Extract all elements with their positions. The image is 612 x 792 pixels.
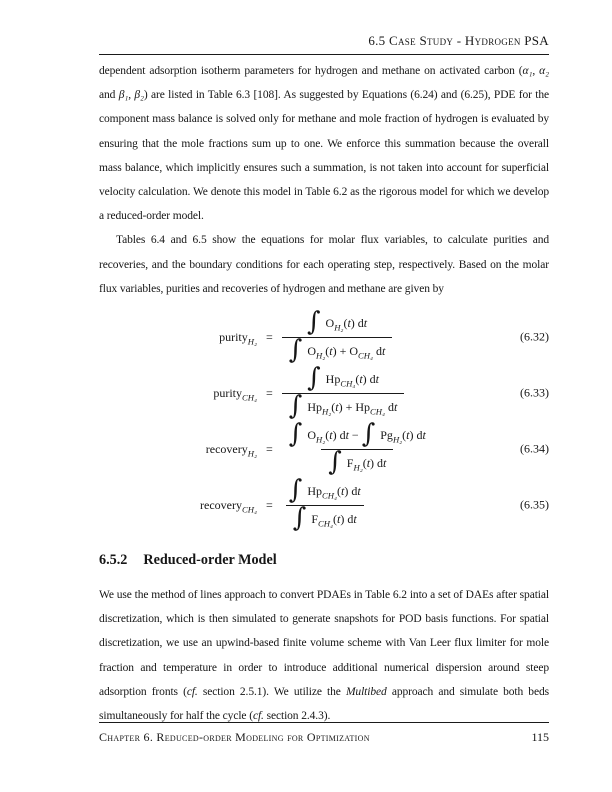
equation-number: (6.35) [520,497,549,512]
fraction-numerator: ∫ $O_{H_2}(t)$ dt − ∫ $Pg_{H_2}(t)$ dt [288,418,426,449]
equation-number: (6.34) [520,441,549,456]
paragraph: Tables 6.4 and 6.5 show the equations for molar flux variables, to calculate purities and recoveries, and the boundary conditions for each operating step, respectively. Based on the molar flux variables, purities and recoveries of hydrogen and methane are given by [99,234,549,295]
integral-sign: ∫ [307,362,321,393]
equation-row [99,306,549,365]
equation-block [99,306,549,533]
equation-row [99,418,549,477]
running-footer [99,722,549,745]
integral-sign: ∫ [361,418,376,449]
fraction [282,474,368,533]
equation-lhs: recovery$_{H_2}$ [205,441,257,458]
section-number: 6.5.2 [99,552,128,569]
footer-chapter-title: Chapter 6. Reduced-order Modeling for Optimization [99,730,370,744]
equals-sign: = [266,329,273,344]
integral-sign: ∫ [292,502,307,533]
section-title: Reduced-order Model [143,552,277,569]
equation-lhs: recovery$_{CH_4}$ [200,497,257,514]
equals-sign: = [266,385,273,400]
fraction-numerator: ∫ $O_{H_2}(t)$ dt [306,306,368,337]
integral-sign: ∫ [288,474,303,505]
paragraph: We use the method of lines approach to convert PDAEs in Table 6.2 into a set of DAEs after spatial discretization, which is then simulated to generate snapshots for POD basis functions. For spatial discretization, we use an upwind-based finite volume scheme with Van Leer flux limiter for mole fraction and temperature in order to introduce additional numerical dispersion around steep adsorption fronts (cf. section 2.5.1). We utilize the Multibed approach and simulate both beds simultaneously for half the cycle (cf. section 2.4.3). [99,589,549,723]
equals-sign: = [266,441,273,456]
equation-row [99,362,549,421]
equation-lhs: purity$_{CH_4}$ [213,385,257,402]
paragraph: dependent adsorption isotherm parameters for hydrogen and methane on activated carbon (α₁, α₂ and β₁, β₂) are listed in Table 6.3 [108]. As suggested by Equations (6.24) and (6.25), PDE for the component mass balance is solved only for methane and mole fraction of hydrogen is evaluated by ensuring that the mole fractions sum up to one. We enforce this summation because the overall mass balance, which implicitly ensures such a summation, is not taken into account for superficial velocity calculation. We denote this model in Table 6.2 as the rigorous model for which we develop a reduced-order model. [99,65,549,223]
fraction-denominator: ∫ $Hp_{H_2}(t) + Hp_{CH_4}$ dt [282,393,405,421]
equation-lhs: purity$_{H_2}$ [219,329,257,346]
fraction-numerator: ∫ $Hp_{CH_4}(t)$ dt [288,474,361,505]
header-section-title: 6.5 Case Study - Hydrogen PSA [368,33,549,48]
equation-row [99,474,549,533]
section-heading [99,552,549,569]
footer-page-number: 115 [531,730,549,744]
integral-sign: ∫ [328,446,342,477]
fraction [282,362,405,421]
integral-sign: ∫ [288,334,303,365]
page-body [99,59,549,728]
equals-sign: = [266,497,273,512]
fraction-denominator: ∫ $F_{CH_4}(t)$ dt [286,505,364,533]
integral-sign: ∫ [288,418,303,449]
integral-sign: ∫ [288,390,303,421]
running-header [99,33,549,55]
fraction [282,306,393,365]
equation-number: (6.33) [520,385,549,400]
integral-sign: ∫ [306,306,321,337]
equation-number: (6.32) [520,329,549,344]
fraction-denominator: ∫ $F_{H_2}(t)$ dt [321,449,393,477]
fraction-denominator: ∫ $O_{H_2}(t) + O_{CH_4}$ dt [282,337,393,365]
fraction-numerator: ∫ $Hp_{CH_4}(t)$ dt [307,362,379,393]
fraction [282,418,433,477]
